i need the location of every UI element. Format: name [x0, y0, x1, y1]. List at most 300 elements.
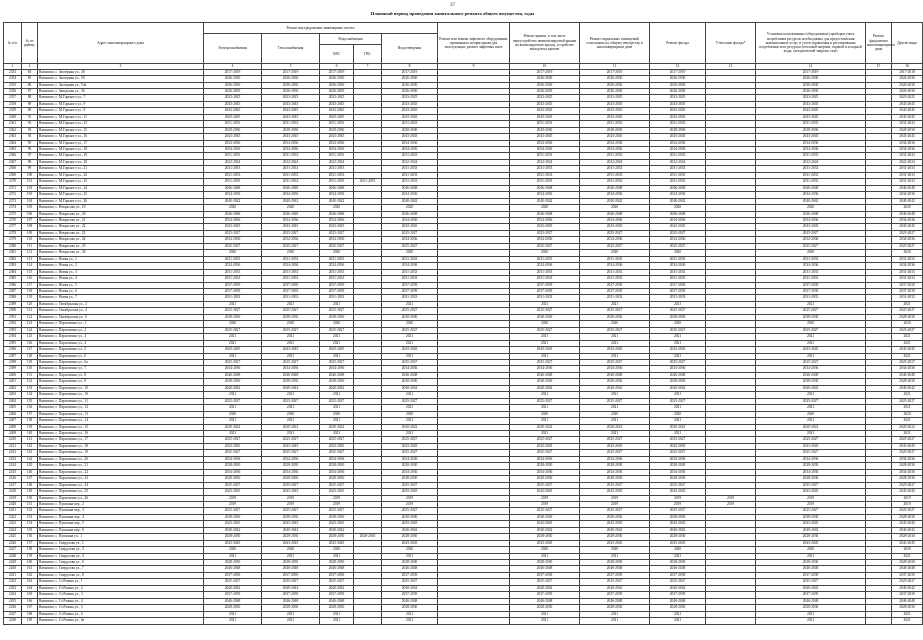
table-cell: 159	[22, 553, 38, 559]
table-cell: 2037-2039	[650, 282, 706, 288]
table-cell: 2021	[580, 618, 650, 624]
table-cell: 2040-2042	[756, 527, 866, 533]
table-cell: 2026-2030	[510, 76, 580, 82]
table-cell: 169	[22, 618, 38, 624]
table-cell: 2019	[706, 501, 756, 507]
table-cell: 2040-2042	[650, 585, 706, 591]
table-cell: 2043-2045	[204, 489, 262, 495]
table-cell: 2021	[262, 553, 320, 559]
address-cell: Вавилово, с. Новая ул., 6	[38, 289, 204, 295]
table-cell: 2023-2025	[262, 95, 320, 101]
table-cell: 2354	[4, 76, 22, 82]
table-cell: 2361	[4, 121, 22, 127]
address-cell: Вавилово, с. Октябрьская ул., 2	[38, 301, 204, 307]
table-cell: 2021	[204, 340, 262, 346]
table-cell: 2424	[4, 527, 22, 533]
table-cell: 2043-2045	[756, 489, 866, 495]
table-cell: 2021	[756, 405, 866, 411]
address-cell: Вавилово, с. Пушкина пер., 4	[38, 514, 204, 520]
table-cell: 2025-2027	[382, 327, 438, 333]
table-cell: 2022-2024	[892, 159, 923, 165]
table-cell: 2034-2036	[382, 456, 438, 462]
table-cell: 2043-2045	[650, 443, 706, 449]
table-cell: 2026-2030	[650, 76, 706, 82]
table-cell: 2025-2027	[204, 482, 262, 488]
document-title: Плановый период проведения капитального ремонта общего имущества, годы	[370, 11, 535, 16]
table-cell: 2034-2036	[204, 237, 262, 243]
table-cell: 2025-2027	[580, 508, 650, 514]
table-cell: 2025-2027	[580, 308, 650, 314]
table-cell: 2046-2048	[320, 598, 354, 604]
table-cell: 2386	[4, 282, 22, 288]
table-cell: 2037-2039	[262, 282, 320, 288]
table-cell: 2021	[262, 430, 320, 436]
table-cell: 2031-2033	[650, 295, 706, 301]
table-cell: 2026-2030	[204, 76, 262, 82]
table-cell: 2391	[4, 314, 22, 320]
table-cell: 2028-2030	[262, 534, 320, 540]
table-cell: 2028-2030	[756, 560, 866, 566]
table-cell: 2043-2045	[892, 134, 923, 140]
table-cell: 2043-2045	[650, 489, 706, 495]
table-cell: 2028-2030	[650, 463, 706, 469]
table-cell: 2021	[510, 618, 580, 624]
table-cell: 2034-2036	[204, 218, 262, 224]
address-cell: Вавилово, с. Новая ул., 3	[38, 269, 204, 275]
table-cell: 152	[22, 508, 38, 514]
table-cell: 2021	[262, 301, 320, 307]
table-cell: 2043-2045	[650, 101, 706, 107]
table-cell: 2034-2036	[262, 263, 320, 269]
table-cell: 2025-2027	[892, 243, 923, 249]
table-cell: 114	[22, 263, 38, 269]
table-cell: 2028-2030	[262, 314, 320, 320]
table-cell: 2028-2030	[580, 379, 650, 385]
table-cell: 2020	[650, 321, 706, 327]
table-cell: 2034-2036	[650, 192, 706, 198]
table-cell: 2021	[382, 618, 438, 624]
address-cell: Вавилово, с. Пархоменко ул., 5	[38, 347, 204, 353]
table-cell: 2040-2042	[320, 198, 354, 204]
address-cell: Вавилово, с. Пархоменко ул., 6а	[38, 359, 204, 365]
table-cell: 2034-2036	[204, 469, 262, 475]
table-cell: 2043-2045	[650, 224, 706, 230]
table-cell: 2040-2042	[510, 585, 580, 591]
table-cell: 2019	[892, 501, 923, 507]
table-cell: 2026-2030	[650, 88, 706, 94]
table-cell: 2017-2019	[510, 69, 580, 75]
table-cell: 2040-2042	[510, 198, 580, 204]
table-cell: 2026-2030	[892, 76, 923, 82]
table-cell: 2031-2033	[382, 179, 438, 185]
table-cell: 2037-2039	[756, 592, 866, 598]
table-cell: 2028-2030	[756, 534, 866, 540]
table-cell: 2021	[756, 618, 866, 624]
table-cell: 2020	[580, 411, 650, 417]
address-cell: Вавилово, с. Пушкина ул., 1	[38, 534, 204, 540]
header-insulation: Утепление фасада*	[706, 23, 756, 64]
table-cell: 2043-2045	[510, 443, 580, 449]
table-cell: 2025-2027	[580, 230, 650, 236]
table-cell: 2025-2027	[204, 359, 262, 365]
table-cell: 2021	[320, 430, 354, 436]
table-cell: 2046-2048	[756, 211, 866, 217]
table-cell: 2357	[4, 95, 22, 101]
table-cell: 2043-2045	[262, 443, 320, 449]
table-cell: 2034-2036	[510, 218, 580, 224]
table-cell: 2025-2027	[204, 327, 262, 333]
address-cell: Вавилово, с. Ст.Разина ул., 6	[38, 611, 204, 617]
table-cell: 2022-2024	[510, 159, 580, 165]
table-cell: 2028-2030	[320, 476, 354, 482]
table-cell: 2031-2033	[892, 121, 923, 127]
table-cell: 2028-2030	[320, 379, 354, 385]
table-cell: 2021	[320, 553, 354, 559]
table-cell: 2046-2048	[204, 372, 262, 378]
table-cell: 2028-2030	[510, 514, 580, 520]
table-cell: 2031-2033	[262, 256, 320, 262]
table-cell: 2025-2027	[756, 398, 866, 404]
address-cell: Вавилово, с. Новая ул., 5	[38, 282, 204, 288]
table-cell: 97	[22, 153, 38, 159]
address-cell: Вавилово, с. М.Горького ул., 21	[38, 166, 204, 172]
table-cell: 2021	[262, 353, 320, 359]
table-cell: 2034-2036	[204, 147, 262, 153]
table-cell: 2019	[650, 495, 706, 501]
header-foundation: Ремонт фундамента многоквартирного дома	[866, 23, 892, 64]
table-cell: 2025-2027	[204, 437, 262, 443]
table-cell: 2040-2042	[580, 527, 650, 533]
table-cell: 2426	[4, 540, 22, 546]
table-cell: 2043-2045	[650, 108, 706, 114]
table-cell: 2031-2033	[650, 153, 706, 159]
table-cell: 2020	[204, 411, 262, 417]
table-cell: 143	[22, 450, 38, 456]
table-cell: 2046-2048	[510, 211, 580, 217]
table-cell: 140	[22, 430, 38, 436]
table-cell: 2043-2045	[756, 114, 866, 120]
table-cell: 128	[22, 353, 38, 359]
table-cell: 2021	[510, 340, 580, 346]
table-cell: 2031-2033	[580, 256, 650, 262]
table-cell: 2043-2045	[262, 521, 320, 527]
table-cell: 2019	[382, 495, 438, 501]
table-cell: 2046-2048	[382, 566, 438, 572]
header-internal-systems: Ремонт внутридомовых инженерных систем	[204, 23, 438, 34]
table-cell: 2043-2045	[892, 114, 923, 120]
table-cell: 2026-2030	[320, 82, 354, 88]
table-cell: 134	[22, 392, 38, 398]
table-cell: 2359	[4, 108, 22, 114]
table-cell: 2043-2045	[262, 347, 320, 353]
table-cell: 2025-2027	[650, 437, 706, 443]
table-cell: 2393	[4, 327, 22, 333]
table-cell: 2046-2048	[262, 598, 320, 604]
table-cell: 2021	[204, 353, 262, 359]
table-cell: 135	[22, 398, 38, 404]
table-cell: 2019	[892, 495, 923, 501]
table-cell: 2367	[4, 159, 22, 165]
table-cell: 2043-2045	[892, 224, 923, 230]
address-cell: Вавилово, с. Пархоменко ул., 9	[38, 379, 204, 385]
table-cell: 107	[22, 218, 38, 224]
table-cell: 2046-2048	[892, 185, 923, 191]
table-cell: 2025-2027	[320, 508, 354, 514]
table-cell: 2043-2045	[204, 114, 262, 120]
address-cell: Вавилово, с. Некрасова ул., 24	[38, 237, 204, 243]
table-cell: 2025-2027	[892, 230, 923, 236]
address-cell: Вавилово, с. Пархоменко ул., 13	[38, 411, 204, 417]
table-cell: 2433	[4, 585, 22, 591]
table-cell: 2020	[892, 250, 923, 256]
table-cell: 2366	[4, 153, 22, 159]
table-cell: 2025-2027	[320, 230, 354, 236]
address-cell: Вавилово, с. Ст.Разина ул., 6а	[38, 618, 204, 624]
table-cell: 2028-2030	[354, 534, 382, 540]
table-cell: 2025-2027	[756, 482, 866, 488]
table-cell: 2028-2030	[510, 463, 580, 469]
table-cell: 2025-2027	[320, 308, 354, 314]
table-cell: 2020	[320, 205, 354, 211]
table-cell: 2026-2030	[382, 82, 438, 88]
column-number: 12	[650, 64, 706, 70]
table-cell: 2040-2042	[382, 198, 438, 204]
table-cell: 102	[22, 185, 38, 191]
table-cell: 2046-2048	[320, 211, 354, 217]
table-cell: 2025-2027	[320, 450, 354, 456]
table-cell: 2021	[320, 618, 354, 624]
table-cell: 2031-2033	[650, 276, 706, 282]
table-cell: 2031-2033	[650, 121, 706, 127]
table-cell: 139	[22, 424, 38, 430]
table-cell: 2043-2045	[580, 540, 650, 546]
table-cell: 2043-2045	[580, 114, 650, 120]
table-cell: 2028-2030	[320, 463, 354, 469]
table-cell: 2043-2045	[382, 540, 438, 546]
table-cell: 2025-2027	[320, 327, 354, 333]
page-number: 37	[450, 3, 455, 8]
table-cell: 2031-2033	[204, 269, 262, 275]
table-cell: 2417	[4, 482, 22, 488]
table-cell: 2021	[510, 334, 580, 340]
table-cell: 132	[22, 379, 38, 385]
table-cell: 2031-2033	[510, 256, 580, 262]
table-cell: 2034-2036	[650, 218, 706, 224]
table-cell: 2046-2048	[382, 185, 438, 191]
table-cell: 2028-2030	[756, 379, 866, 385]
table-cell: 2043-2045	[580, 134, 650, 140]
table-cell: 2021	[510, 553, 580, 559]
address-cell: Вавилово, с. Заводская ул., 36	[38, 88, 204, 94]
table-cell: 2034-2036	[262, 140, 320, 146]
table-cell: 2021	[650, 301, 706, 307]
table-cell: 2046-2048	[892, 372, 923, 378]
table-cell: 2046-2048	[204, 185, 262, 191]
table-cell: 2028-2030	[382, 514, 438, 520]
table-cell: 2025-2027	[382, 230, 438, 236]
table-cell: 2037-2039	[756, 572, 866, 578]
table-cell	[866, 618, 892, 624]
table-cell: 2028-2030	[262, 605, 320, 611]
table-cell: 2021	[382, 418, 438, 424]
table-cell: 2025-2027	[650, 398, 706, 404]
table-cell: 2031-2033	[320, 153, 354, 159]
table-cell: 2043-2045	[262, 134, 320, 140]
table-cell: 2025-2027	[580, 579, 650, 585]
header-water-supply: Водоснабжения	[320, 34, 382, 45]
table-cell: 2026-2030	[204, 88, 262, 94]
address-cell: Вавилово, с. Новая ул., 1	[38, 256, 204, 262]
address-cell: Вавилово, с. Ст.Разина ул., 4	[38, 598, 204, 604]
table-cell: 2031-2033	[354, 179, 382, 185]
table-cell: 2031-2033	[892, 295, 923, 301]
table-cell: 2043-2045	[580, 108, 650, 114]
table-cell: 96	[22, 147, 38, 153]
table-cell: 2046-2048	[510, 185, 580, 191]
table-cell: 2037-2039	[580, 572, 650, 578]
table-cell: 2043-2045	[320, 134, 354, 140]
table-cell: 2043-2045	[204, 540, 262, 546]
table-cell: 2025-2027	[650, 579, 706, 585]
table-cell: 165	[22, 592, 38, 598]
table-cell: 2040-2042	[262, 198, 320, 204]
table-cell: 2020-2022	[204, 424, 262, 430]
table-cell: 2395	[4, 340, 22, 346]
table-cell: 2026-2030	[320, 76, 354, 82]
table-cell: 2031-2033	[510, 269, 580, 275]
table-cell: 2373	[4, 198, 22, 204]
table-cell: 2425	[4, 534, 22, 540]
table-cell: 2034-2036	[320, 366, 354, 372]
address-cell: Вавилово, с. М.Горького ул., 7	[38, 95, 204, 101]
table-cell: 2028-2030	[262, 127, 320, 133]
table-cell: 2040-2042	[382, 527, 438, 533]
header-num-district: № по району	[22, 23, 38, 64]
table-cell: 2020	[382, 411, 438, 417]
table-cell: 2046-2048	[204, 211, 262, 217]
table-cell: 2043-2045	[580, 443, 650, 449]
table-cell: 2043-2045	[756, 134, 866, 140]
table-cell: 2362	[4, 127, 22, 133]
table-cell: 2034-2036	[756, 469, 866, 475]
table-cell: 2421	[4, 508, 22, 514]
table-cell: 2043-2045	[204, 521, 262, 527]
table-cell: 2021	[580, 392, 650, 398]
table-cell: 2021	[510, 353, 580, 359]
table-cell: 2043-2045	[382, 224, 438, 230]
table-cell: 2046-2048	[262, 372, 320, 378]
table-cell: 131	[22, 372, 38, 378]
table-cell: 2031-2033	[204, 153, 262, 159]
table-cell: 2021	[580, 418, 650, 424]
table-cell: 2034-2036	[650, 263, 706, 269]
table-cell: 2031-2033	[580, 166, 650, 172]
table-cell: 116	[22, 276, 38, 282]
table-cell: 2034-2036	[204, 140, 262, 146]
table-cell: 2034-2036	[892, 237, 923, 243]
table-cell: 125	[22, 334, 38, 340]
table-cell: 2034-2036	[204, 456, 262, 462]
address-cell: Вавилово, с. М.Горького ул., 22	[38, 172, 204, 178]
table-cell: 113	[22, 256, 38, 262]
table-cell: 2025-2027	[510, 579, 580, 585]
table-cell: 2025-2027	[650, 230, 706, 236]
table-cell: 2415	[4, 469, 22, 475]
table-cell: 2019	[204, 495, 262, 501]
table-cell: 2025-2027	[892, 508, 923, 514]
table-cell: 2021	[892, 430, 923, 436]
table-cell: 2031-2033	[262, 179, 320, 185]
table-cell: 2037-2039	[510, 572, 580, 578]
table-cell: 2046-2048	[650, 211, 706, 217]
table-cell: 2031-2033	[756, 121, 866, 127]
table-cell: 2043-2045	[204, 101, 262, 107]
table-cell: 2025-2027	[756, 327, 866, 333]
table-cell: 2028-2030	[382, 605, 438, 611]
table-cell: 2040-2042	[756, 585, 866, 591]
table-cell: 2028-2030	[382, 127, 438, 133]
table-cell: 2021	[510, 611, 580, 617]
table-cell: 2037-2039	[382, 572, 438, 578]
table-cell: 2034-2036	[580, 140, 650, 146]
table-cell: 2037-2039	[892, 592, 923, 598]
header-sewer: Водоотведения	[382, 34, 438, 64]
table-cell: 2026-2030	[510, 82, 580, 88]
table-cell: 2040-2042	[892, 385, 923, 391]
table-cell: 2046-2048	[756, 185, 866, 191]
table-cell: 2031-2033	[580, 276, 650, 282]
table-cell: 2419	[4, 495, 22, 501]
table-cell: 2022-2024	[756, 159, 866, 165]
table-cell: 2021	[580, 611, 650, 617]
table-cell: 2022-2024	[650, 159, 706, 165]
table-cell: 2031-2033	[892, 256, 923, 262]
table-cell: 2427	[4, 547, 22, 553]
table-cell: 2021	[580, 553, 650, 559]
address-cell: Вавилово, с. М.Горького ул., 16	[38, 134, 204, 140]
table-cell: 2025-2027	[262, 308, 320, 314]
address-cell: Вавилово, с. М.Горького ул., 26	[38, 198, 204, 204]
address-cell: Вавилово, с. М.Горького ул., 15	[38, 127, 204, 133]
table-cell: 2046-2048	[320, 372, 354, 378]
table-cell: 2025-2027	[892, 482, 923, 488]
table-cell: 2043-2045	[756, 224, 866, 230]
header-num: № п/п	[4, 23, 22, 64]
address-cell: Вавилово, с. Ст.Разина ул., 3	[38, 592, 204, 598]
table-body	[4, 64, 923, 625]
table-cell: 2025-2027	[580, 327, 650, 333]
table-cell: 2043-2045	[892, 443, 923, 449]
table-cell: 2040-2042	[892, 198, 923, 204]
table-cell: 2028-2030	[320, 560, 354, 566]
table-cell: 2019	[756, 501, 866, 507]
header-address: Адрес многоквартирного дома	[38, 23, 204, 64]
table-cell: 2028-2030	[892, 314, 923, 320]
table-cell: 2046-2048	[320, 185, 354, 191]
table-cell: 2374	[4, 205, 22, 211]
table-cell: 94	[22, 134, 38, 140]
table-cell: 2025-2027	[262, 398, 320, 404]
table-cell: 95	[22, 140, 38, 146]
table-cell: 2046-2048	[382, 211, 438, 217]
table-cell: 2043-2045	[262, 489, 320, 495]
address-cell: Вавилово, с. Некрасова ул., 21	[38, 218, 204, 224]
table-cell: 2040-2042	[320, 385, 354, 391]
table-cell: 2025-2027	[650, 508, 706, 514]
table-cell: 2037-2039	[262, 572, 320, 578]
table-cell: 2043-2045	[320, 114, 354, 120]
table-cell: 2025-2027	[892, 308, 923, 314]
